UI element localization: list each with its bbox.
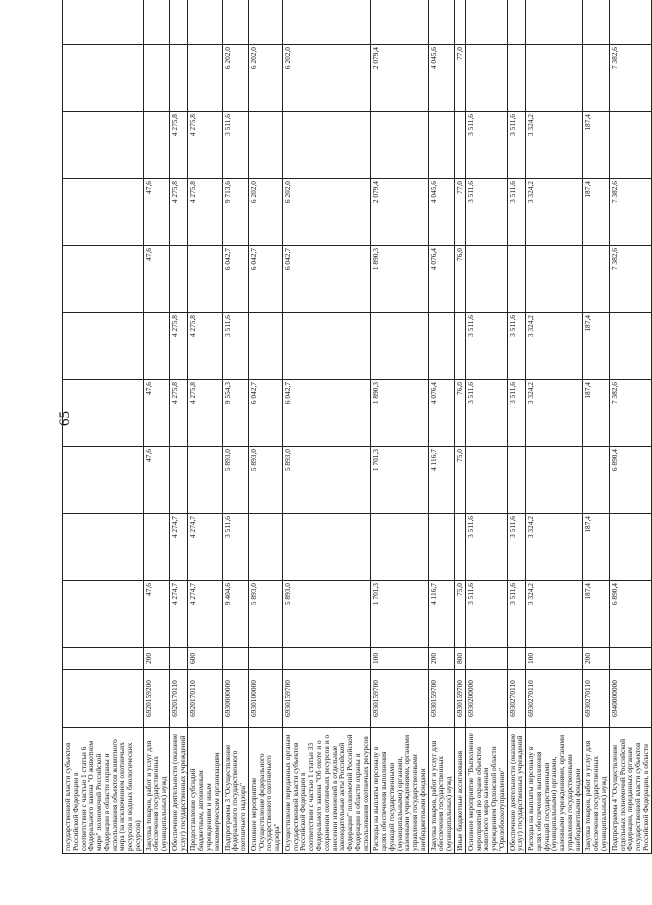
row-code-cell: 6920159200 [143,670,169,728]
row-value-cell: 187,4 [583,112,609,179]
table-row [583,0,609,854]
row-value-cell [609,0,651,45]
row-value-cell [63,112,144,179]
row-value-cell [583,447,609,514]
row-value-cell: 9 713,6 [222,179,248,246]
row-value-cell: 5 893,0 [248,447,282,514]
row-value-cell: 3 324,2 [526,313,583,380]
row-value-cell [371,0,428,45]
row-value-cell: 4 076,4 [428,246,454,313]
row-value-cell: 3 511,6 [222,313,248,380]
row-value-cell: 4 116,7 [428,447,454,514]
row-value-cell: 3 511,6 [507,581,526,648]
row-value-cell: 6 202,0 [282,179,370,246]
row-value-cell [583,246,609,313]
row-value-cell: 3 511,6 [222,514,248,581]
row-value-cell [371,313,428,380]
row-value-cell: 47,6 [143,581,169,648]
row-value-cell: 1 701,3 [371,581,428,648]
row-value-cell: 4 275,8 [169,313,188,380]
row-code-cell: 6930159700 [428,670,454,728]
row-value-cell [428,514,454,581]
row-value-cell: 3 511,6 [507,179,526,246]
row-vr-cell [282,648,370,670]
row-value-cell: 6 202,0 [248,45,282,112]
row-value-cell: 4 274,7 [169,581,188,648]
row-value-cell: 75,0 [454,581,465,648]
row-value-cell: 3 324,2 [526,112,583,179]
row-value-cell [526,0,583,45]
table-row [371,0,428,854]
row-value-cell: 77,0 [454,45,465,112]
row-value-cell [143,112,169,179]
row-value-cell: 9 554,3 [222,380,248,447]
row-value-cell [63,581,144,648]
row-value-cell: 5 893,0 [282,447,370,514]
row-value-cell: 77,0 [454,179,465,246]
row-value-cell [454,514,465,581]
row-value-cell: 4 275,8 [169,380,188,447]
row-value-cell [507,45,526,112]
row-value-cell [282,0,370,45]
row-code-cell: 6930000000 [222,670,248,728]
row-value-cell [188,45,222,112]
row-name-cell: Закупка товаров, работ и услуг для обеспечения государственных (муниципальных) нужд [428,728,454,854]
row-vr-cell: 200 [428,648,454,670]
table-row [248,0,282,854]
row-value-cell [507,447,526,514]
row-value-cell [526,45,583,112]
row-value-cell: 4 045,6 [428,45,454,112]
row-value-cell: 6 890,4 [609,581,651,648]
row-name-cell: государственной власти субъектов Российской Федерации в соответствии с частью 1 статьи 6 Федерального закона "О животном мире" полномочий Российской Федерации в области охраны и использования объектов животного мира (за исключением охотничьих ресурсов и водных биологических ресурсов) [63,728,144,854]
row-value-cell: 3 324,2 [526,380,583,447]
budget-table [62,0,652,854]
row-vr-cell: 200 [583,648,609,670]
row-vr-cell [507,648,526,670]
row-code-cell [63,670,144,728]
row-value-cell: 76,0 [454,380,465,447]
row-value-cell [371,112,428,179]
row-value-cell [583,0,609,45]
row-name-cell: Подпрограмма 3 "Осуществление федерального государственного охотничьего надзора" [222,728,248,854]
row-value-cell [583,45,609,112]
row-name-cell: Расходы на выплаты персоналу в целях обеспечения выполнения функций государственными (муниципальными) органами, казенными учреждениями, органами управления государственными внебюджетными фондами [371,728,428,854]
row-value-cell: 1 890,3 [371,246,428,313]
row-value-cell [63,447,144,514]
row-code-cell: 6930270110 [583,670,609,728]
row-value-cell [169,45,188,112]
table-row [507,0,526,854]
row-vr-cell [609,648,651,670]
row-value-cell: 4 076,4 [428,380,454,447]
row-name-cell: Закупка товаров, работ и услуг для обеспечения государственных (муниципальных) нужд [143,728,169,854]
row-value-cell [143,45,169,112]
row-value-cell: 4 275,8 [188,380,222,447]
row-value-cell: 3 511,6 [507,514,526,581]
row-value-cell [63,0,144,45]
row-value-cell: 1 890,3 [371,380,428,447]
row-vr-cell [248,648,282,670]
row-vr-cell: 100 [526,648,583,670]
row-vr-cell [63,648,144,670]
row-name-cell: Закупка товаров, работ и услуг для обеспечения государственных (муниципальных) нужд [583,728,609,854]
row-value-cell: 3 324,2 [526,581,583,648]
table-row [428,0,454,854]
row-name-cell: Обеспечение деятельности (оказание услуг) государственных учреждений [507,728,526,854]
table-row [143,0,169,854]
row-vr-cell: 800 [454,648,465,670]
row-value-cell [188,0,222,45]
row-value-cell [63,380,144,447]
row-value-cell [248,514,282,581]
row-value-cell [248,0,282,45]
row-value-cell [188,246,222,313]
row-value-cell [526,246,583,313]
row-vr-cell: 100 [371,648,428,670]
row-name-cell: Основное мероприятие "Осуществление федерального государственного охотничьего надзора" [248,728,282,854]
row-value-cell [63,246,144,313]
row-value-cell: 76,0 [454,246,465,313]
row-value-cell: 4 274,7 [188,581,222,648]
row-value-cell: 1 701,3 [371,447,428,514]
row-value-cell [248,313,282,380]
table-body [63,0,652,854]
row-value-cell: 3 324,2 [526,514,583,581]
table-row [188,0,222,854]
row-value-cell: 4 116,7 [428,581,454,648]
row-value-cell [169,0,188,45]
row-value-cell [428,112,454,179]
row-value-cell [282,514,370,581]
row-value-cell: 6 202,0 [248,179,282,246]
table-row [222,0,248,854]
row-value-cell: 187,4 [583,313,609,380]
row-name-cell: Расходы на выплаты персоналу в целях обеспечения выполнения функций государственными (муниципальными) органами, казенными учреждениями, органами управления государственными внебюджетными фондами [526,728,583,854]
row-value-cell: 6 202,0 [222,45,248,112]
row-value-cell: 6 042,7 [248,246,282,313]
row-value-cell: 4 275,8 [169,112,188,179]
row-value-cell [63,313,144,380]
row-value-cell: 3 511,6 [465,380,507,447]
row-value-cell [143,0,169,45]
row-value-cell: 5 893,0 [222,447,248,514]
row-value-cell [454,0,465,45]
row-name-cell: Предоставление субсидий бюджетным, автономным учреждениям и иным некоммерческим организациям [188,728,222,854]
row-value-cell [465,0,507,45]
budget-table-rotated [62,12,650,854]
row-vr-cell [222,648,248,670]
row-value-cell: 47,6 [143,447,169,514]
row-value-cell: 4 274,7 [169,514,188,581]
row-value-cell: 47,6 [143,246,169,313]
table-row [63,0,144,854]
row-value-cell: 187,4 [583,581,609,648]
row-value-cell: 7 382,6 [609,246,651,313]
row-value-cell: 7 382,6 [609,45,651,112]
table-row [454,0,465,854]
row-value-cell: 4 275,8 [169,179,188,246]
row-value-cell [454,313,465,380]
row-value-cell [454,112,465,179]
row-value-cell [282,112,370,179]
row-value-cell: 75,0 [454,447,465,514]
page-number: 65 [57,411,73,426]
row-value-cell: 3 324,2 [526,179,583,246]
row-code-cell: 6930159700 [282,670,370,728]
row-value-cell: 4 275,8 [188,179,222,246]
row-value-cell: 187,4 [583,514,609,581]
row-value-cell [63,179,144,246]
row-value-cell: 7 382,6 [609,179,651,246]
row-value-cell [63,45,144,112]
row-value-cell [222,0,248,45]
row-value-cell: 3 511,6 [465,581,507,648]
table-row [465,0,507,854]
row-value-cell [248,112,282,179]
row-code-cell: 6940000000 [609,670,651,728]
row-value-cell: 6 042,7 [282,380,370,447]
row-value-cell [188,447,222,514]
row-value-cell: 2 079,4 [371,179,428,246]
row-value-cell [465,45,507,112]
row-vr-cell: 600 [188,648,222,670]
table-row [526,0,583,854]
row-value-cell: 6 202,0 [282,45,370,112]
row-value-cell: 3 511,6 [465,112,507,179]
row-value-cell: 4 275,8 [188,112,222,179]
row-value-cell: 5 893,0 [282,581,370,648]
row-code-cell: 6930200000 [465,670,507,728]
row-value-cell: 5 893,0 [248,581,282,648]
row-value-cell: 3 511,6 [222,112,248,179]
row-value-cell [143,313,169,380]
row-value-cell: 3 511,6 [465,313,507,380]
row-value-cell [609,112,651,179]
table-row [282,0,370,854]
row-code-cell: 6930270110 [526,670,583,728]
row-value-cell: 4 045,6 [428,179,454,246]
row-code-cell: 6930159700 [454,670,465,728]
row-value-cell [428,313,454,380]
table-row [169,0,188,854]
row-vr-cell [465,648,507,670]
row-code-cell: 6930100000 [248,670,282,728]
row-value-cell [282,313,370,380]
row-value-cell [169,447,188,514]
row-name-cell: Основное мероприятие "Выполнение мероприятий по охране объектов животного мира казенным учреждением Орловской области "Орелобоохотуправление" [465,728,507,854]
row-code-cell: 6930159700 [371,670,428,728]
row-value-cell: 2 079,4 [371,45,428,112]
row-value-cell [507,246,526,313]
row-value-cell [63,514,144,581]
row-value-cell [143,514,169,581]
row-value-cell [526,447,583,514]
row-value-cell: 187,4 [583,380,609,447]
row-value-cell [428,0,454,45]
row-value-cell: 4 275,8 [188,313,222,380]
row-value-cell: 6 890,4 [609,447,651,514]
row-value-cell [465,246,507,313]
row-value-cell [609,313,651,380]
row-name-cell: Обеспечение деятельности (оказание услуг) государственных учреждений [169,728,188,854]
row-value-cell: 3 511,6 [507,313,526,380]
row-value-cell [169,246,188,313]
row-value-cell [465,447,507,514]
row-value-cell: 3 511,6 [507,112,526,179]
row-code-cell: 6920170110 [188,670,222,728]
row-vr-cell [169,648,188,670]
row-value-cell: 3 511,6 [507,380,526,447]
row-value-cell: 6 042,7 [222,246,248,313]
row-value-cell: 4 274,7 [188,514,222,581]
row-value-cell [507,0,526,45]
row-value-cell [609,514,651,581]
row-code-cell: 6930270110 [507,670,526,728]
row-value-cell: 3 511,6 [465,514,507,581]
row-value-cell: 47,6 [143,179,169,246]
row-value-cell: 6 042,7 [248,380,282,447]
row-value-cell: 9 404,6 [222,581,248,648]
row-value-cell: 47,6 [143,380,169,447]
row-value-cell: 7 382,6 [609,380,651,447]
row-name-cell: Подпрограмма 4 "Осуществление отдельных полномочий Российской Федерации, переданных органам государственной власти субъектов Российской Федерации, в области [609,728,651,854]
row-value-cell: 6 042,7 [282,246,370,313]
row-name-cell: Иные бюджетные ассигнования [454,728,465,854]
row-value-cell: 3 511,6 [465,179,507,246]
row-value-cell: 187,4 [583,179,609,246]
row-code-cell: 6920170110 [169,670,188,728]
row-value-cell [371,514,428,581]
table-row [609,0,651,854]
row-name-cell: Осуществление переданных органам государственной власти субъектов Российской Федерации в соответствии с частью 1 статьи 33 Федерального закона "Об охоте и о сохранении охотничьих ресурсов и о внесении изменений в отдельные законодательные акты Российской Федерации" полномочий Российской Федерации в области охраны и использования охотничьих ресурсов [282,728,370,854]
row-vr-cell: 200 [143,648,169,670]
